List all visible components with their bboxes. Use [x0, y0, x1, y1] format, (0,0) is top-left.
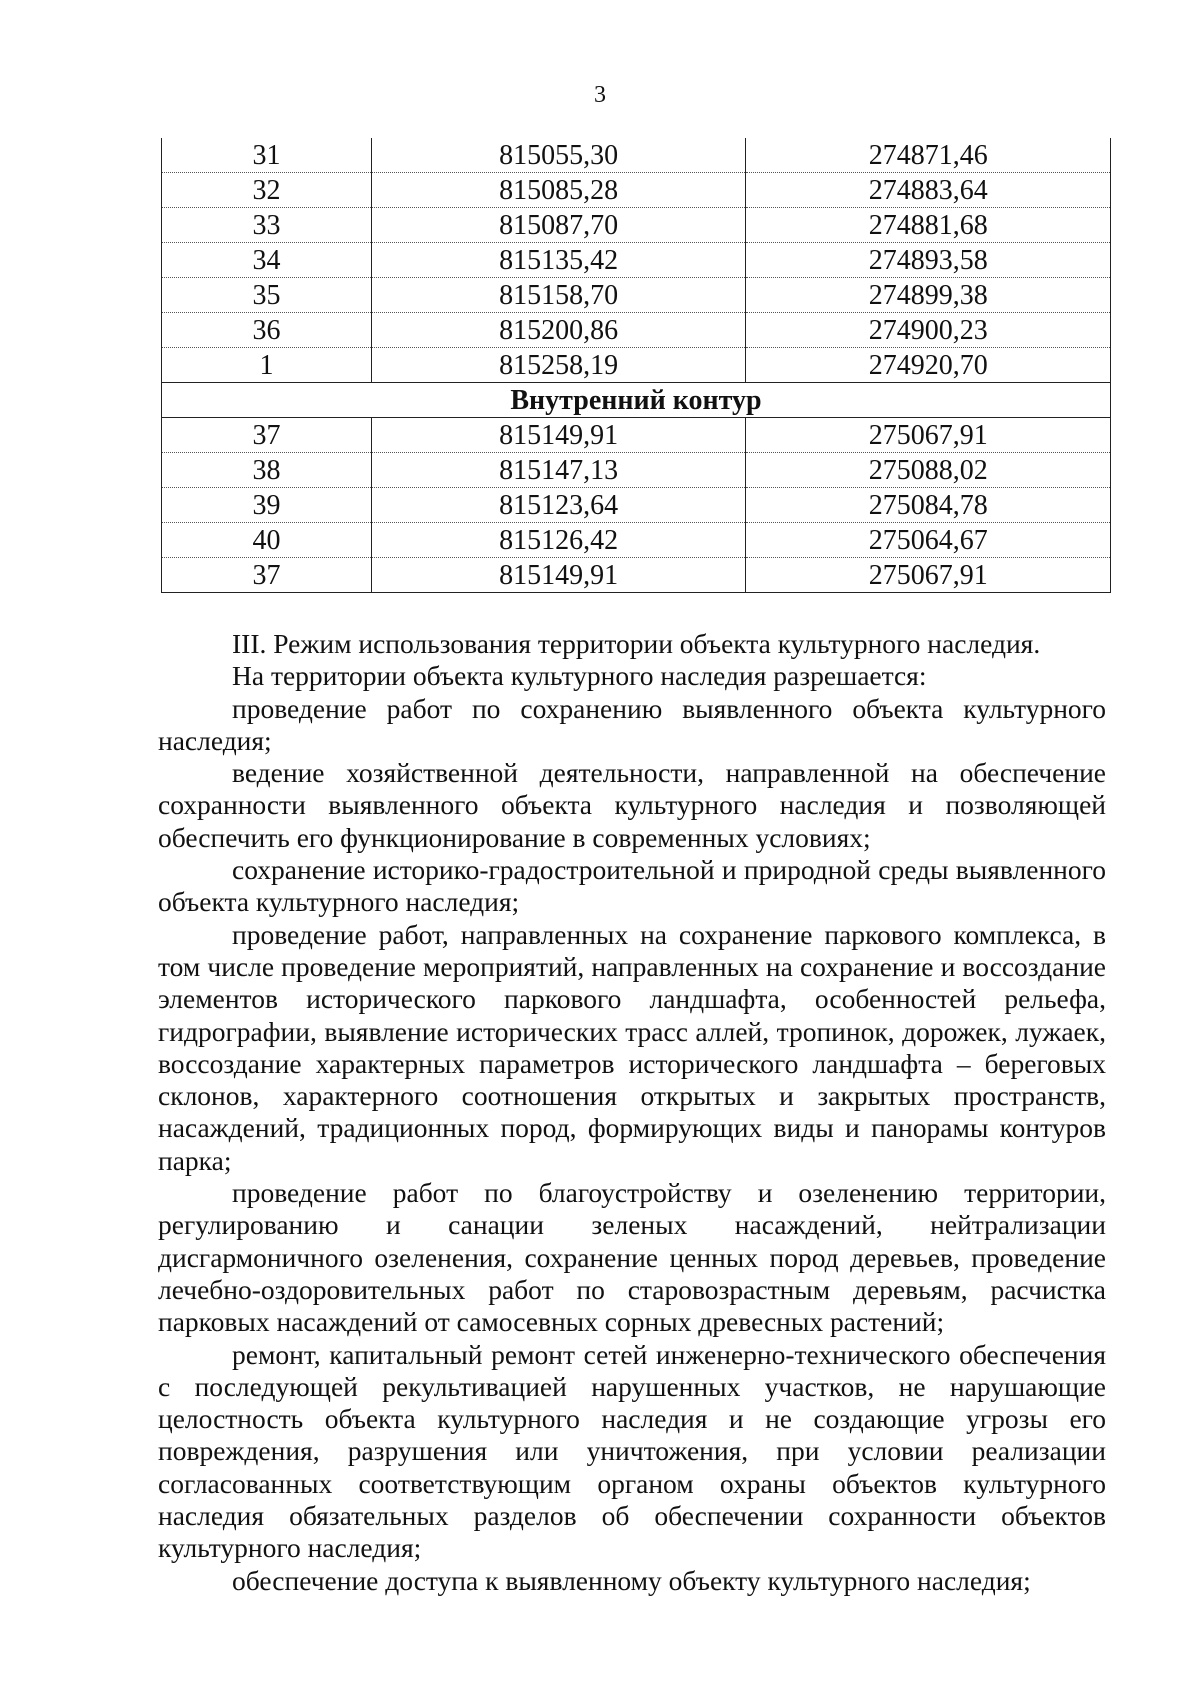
- table-row: [162, 558, 1111, 593]
- point-number: 40: [162, 523, 372, 558]
- paragraph: проведение работ по благоустройству и озеленению территории, регулированию и санации зеленых насаждений, нейтрализации дисгармоничного озеленения, сохранение ценных пород деревьев, проведение лечебно-оздоровительных работ по старовозрастным деревьям, расчистка парковых насаждений от самосевных сорных древесных растений;: [158, 1177, 1106, 1338]
- table-row: [162, 138, 1111, 173]
- paragraph: обеспечение доступа к выявленному объекту культурного наследия;: [232, 1564, 1031, 1596]
- table-row: [162, 313, 1111, 348]
- coord-y: 274920,70: [746, 348, 1111, 383]
- coord-y: 275084,78: [746, 488, 1111, 523]
- coord-x: 815126,42: [371, 523, 746, 558]
- table-row: [162, 243, 1111, 278]
- coord-y: 275067,91: [746, 418, 1111, 453]
- point-number: 31: [162, 138, 372, 173]
- coord-x: 815085,28: [371, 173, 746, 208]
- document-body: [158, 628, 1106, 1597]
- coord-x: 815149,91: [371, 558, 746, 593]
- table-row: [162, 173, 1111, 208]
- paragraph: ведение хозяйственной деятельности, направленной на обеспечение сохранности выявленного объекта культурного наследия и позволяющей обеспечить его функционирование в современных условиях;: [158, 757, 1106, 853]
- coord-y: 274883,64: [746, 173, 1111, 208]
- coord-y: 274899,38: [746, 278, 1111, 313]
- coord-x: 815200,86: [371, 313, 746, 348]
- page-number: 3: [594, 82, 606, 108]
- paragraph: ремонт, капитальный ремонт сетей инженерно-технического обеспечения с последующей рекультивацией нарушенных участков, не нарушающие целостность объекта культурного наследия и не создающие угрозы его повреждения, разрушения или уничтожения, при условии реализации согласованных соответствующим органом охраны объектов культурного наследия обязательных разделов об обеспечении сохранности объектов культурного наследия;: [158, 1338, 1106, 1564]
- coord-y: 275067,91: [746, 558, 1111, 593]
- table-row: [162, 278, 1111, 313]
- coord-x: 815123,64: [371, 488, 746, 523]
- coord-x: 815055,30: [371, 138, 746, 173]
- point-number: 37: [162, 558, 372, 593]
- paragraph: проведение работ по сохранению выявленного объекта культурного наследия;: [158, 692, 1106, 756]
- point-number: 37: [162, 418, 372, 453]
- paragraph: На территории объекта культурного наследия разрешается:: [232, 660, 927, 692]
- section-title: Внутренний контур: [162, 383, 1111, 418]
- coord-y: 274893,58: [746, 243, 1111, 278]
- coord-x: 815087,70: [371, 208, 746, 243]
- table-row: [162, 418, 1111, 453]
- coord-x: 815135,42: [371, 243, 746, 278]
- coord-y: 274900,23: [746, 313, 1111, 348]
- coord-y: 275064,67: [746, 523, 1111, 558]
- table-row: [162, 348, 1111, 383]
- table-row: [162, 488, 1111, 523]
- point-number: 1: [162, 348, 372, 383]
- point-number: 39: [162, 488, 372, 523]
- section-heading: III. Режим использования территории объекта культурного наследия.: [232, 628, 1041, 659]
- paragraph: сохранение историко-градостроительной и природной среды выявленного объекта культурного наследия;: [158, 854, 1106, 918]
- coord-x: 815147,13: [371, 453, 746, 488]
- point-number: 33: [162, 208, 372, 243]
- point-number: 32: [162, 173, 372, 208]
- table-row: [162, 523, 1111, 558]
- paragraph: проведение работ, направленных на сохранение паркового комплекса, в том числе проведение мероприятий, направленных на сохранение и воссоздание элементов исторического паркового ландшафта, особенностей рельефа, гидрографии, выявление исторических трасс аллей, тропинок, дорожек, лужаек, воссоздание характерных параметров исторического ландшафта – береговых склонов, характерного соотношения открытых и закрытых пространств, насаждений, традиционных пород, формирующих виды и панорамы контуров парка;: [158, 918, 1106, 1176]
- coord-y: 274881,68: [746, 208, 1111, 243]
- coord-x: 815158,70: [371, 278, 746, 313]
- point-number: 36: [162, 313, 372, 348]
- coord-y: 275088,02: [746, 453, 1111, 488]
- point-number: 35: [162, 278, 372, 313]
- table-row: [162, 208, 1111, 243]
- table-row: [162, 453, 1111, 488]
- coord-x: 815258,19: [371, 348, 746, 383]
- coord-x: 815149,91: [371, 418, 746, 453]
- coord-y: 274871,46: [746, 138, 1111, 173]
- point-number: 38: [162, 453, 372, 488]
- table-section-row: [162, 383, 1111, 418]
- coordinates-table: [161, 138, 1111, 593]
- point-number: 34: [162, 243, 372, 278]
